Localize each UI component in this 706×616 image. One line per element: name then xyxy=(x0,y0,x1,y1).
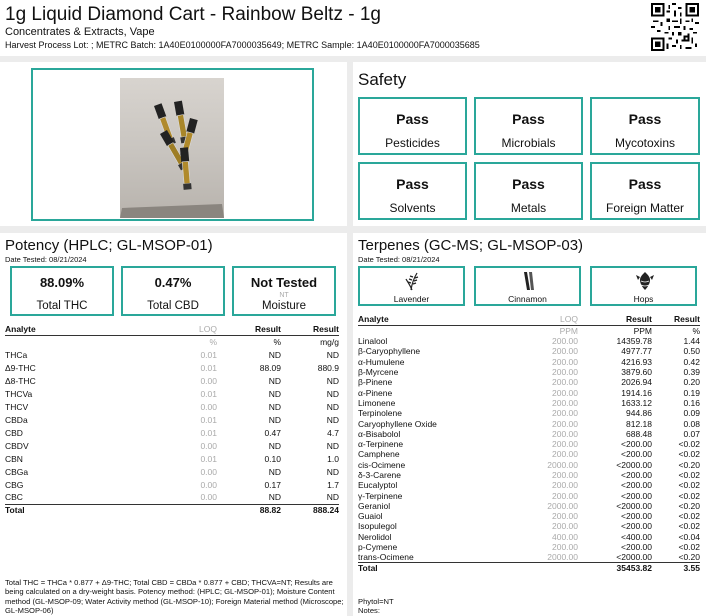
result-cell: ND xyxy=(326,466,339,477)
unit-cell xyxy=(358,325,486,336)
loq-cell: 0.01 xyxy=(200,388,217,399)
safety-label: Solvents xyxy=(389,201,436,215)
unit-cell: % xyxy=(692,325,700,336)
result-cell: 0.07 xyxy=(683,428,700,439)
result-cell: 1914.16 xyxy=(621,387,652,398)
result-cell: 14359.78 xyxy=(616,336,652,347)
table-row xyxy=(5,426,339,439)
cinnamon-icon xyxy=(476,271,583,291)
result-cell: <0.04 xyxy=(678,531,700,542)
table-row xyxy=(358,532,700,542)
result-cell: 0.19 xyxy=(683,387,700,398)
result-cell: <200.00 xyxy=(621,542,652,553)
result-cell: ND xyxy=(268,401,281,412)
result-cell: <0.02 xyxy=(678,521,700,532)
product-category: Concentrates & Extracts, Vape xyxy=(5,26,155,38)
result-cell: ND xyxy=(326,414,339,425)
safety-result: Pass xyxy=(628,176,662,192)
analyte-cell: THCVa xyxy=(5,388,33,399)
result-cell: 4.7 xyxy=(327,427,339,438)
safety-result: Pass xyxy=(512,176,545,192)
result-cell: <0.02 xyxy=(678,470,700,480)
column-header: Analyte xyxy=(5,324,155,335)
loq-cell: 2000.00 xyxy=(547,500,578,511)
loq-cell: 0.00 xyxy=(200,375,217,386)
table-row xyxy=(358,521,700,531)
terpene-label: Cinnamon xyxy=(508,294,547,304)
total-label: Total xyxy=(5,504,155,516)
analyte-cell: CBDa xyxy=(5,414,28,425)
unit-cell: % xyxy=(273,336,281,347)
loq-cell: 0.01 xyxy=(200,414,217,425)
report-header xyxy=(0,0,706,56)
result-cell: 0.08 xyxy=(683,418,700,429)
analyte-cell: Terpinolene xyxy=(358,408,402,419)
table-row xyxy=(5,374,339,387)
terpenes-title: Terpenes (GC-MS; GL-MSOP-03) xyxy=(358,237,584,254)
moisture-nt-note: NT xyxy=(279,292,289,299)
analyte-cell: Camphene xyxy=(358,449,400,460)
total-cbd-value: 0.47% xyxy=(154,275,192,290)
analyte-cell: CBN xyxy=(5,453,23,464)
loq-cell: 200.00 xyxy=(552,542,578,553)
column-header: Result xyxy=(281,324,339,335)
analyte-cell: Nerolidol xyxy=(358,531,392,542)
result-cell: <200.00 xyxy=(621,511,652,522)
safety-tile-solvents xyxy=(358,162,467,220)
safety-result: Pass xyxy=(396,111,429,127)
loq-cell: 0.00 xyxy=(200,479,217,490)
analyte-cell: cis-Ocimene xyxy=(358,459,406,470)
result-cell: 944.86 xyxy=(626,408,652,419)
analyte-cell: Limonene xyxy=(358,397,396,408)
loq-cell: 200.00 xyxy=(552,377,578,388)
analyte-cell: γ-Terpinene xyxy=(358,490,403,501)
total-mg: 888.24 xyxy=(281,504,339,516)
result-cell: 0.50 xyxy=(683,346,700,357)
safety-result: Pass xyxy=(512,111,545,127)
loq-cell: 0.01 xyxy=(200,349,217,360)
table-row xyxy=(358,470,700,480)
table-row xyxy=(358,449,700,459)
analyte-cell: Geraniol xyxy=(358,500,391,511)
potency-footnote: Total THC = THCa * 0.877 + Δ9-THC; Total CBD = CBDa * 0.877 + CBD; THCVA=NT; Results are being calculated on a dry-weight basis. Potency method: (HPLC; GL-MSOP-01); Moisture Content method (GL-MSOP-09; Water Activity method (GL-MSOP-10); Foreign Material method (Microscope; GL-MSOP-06) xyxy=(5,578,344,615)
loq-cell: 200.00 xyxy=(552,439,578,450)
result-cell: <2000.00 xyxy=(616,500,652,511)
loq-cell: 0.00 xyxy=(200,401,217,412)
analyte-cell: Guaiol xyxy=(358,511,383,522)
result-cell: 0.09 xyxy=(683,408,700,419)
result-cell: <0.20 xyxy=(678,500,700,511)
loq-cell: 2000.00 xyxy=(547,459,578,470)
table-row xyxy=(5,387,339,400)
result-cell: <200.00 xyxy=(621,480,652,491)
result-cell: 0.16 xyxy=(683,397,700,408)
total-cbd-tile xyxy=(121,266,225,316)
analyte-cell: α-Pinene xyxy=(358,387,393,398)
potency-table xyxy=(5,324,339,516)
loq-cell: 200.00 xyxy=(552,367,578,378)
table-row xyxy=(358,336,700,346)
result-cell: <0.20 xyxy=(678,552,700,563)
analyte-cell: CBD xyxy=(5,427,23,438)
result-cell: ND xyxy=(268,375,281,386)
result-cell: ND xyxy=(268,466,281,477)
table-row xyxy=(5,439,339,452)
analyte-cell: β-Pinene xyxy=(358,377,393,388)
analyte-cell: trans-Ocimene xyxy=(358,552,414,563)
loq-cell: 0.01 xyxy=(200,453,217,464)
moisture-tile xyxy=(232,266,336,316)
table-row xyxy=(358,387,700,397)
safety-label: Metals xyxy=(510,201,547,215)
result-cell: <0.20 xyxy=(678,459,700,470)
analyte-cell: α-Terpinene xyxy=(358,439,404,450)
table-row xyxy=(358,542,700,552)
result-cell: 1.44 xyxy=(683,336,700,347)
table-row xyxy=(5,491,339,504)
unit-cell: PPM xyxy=(559,325,578,336)
result-cell: 812.18 xyxy=(626,418,652,429)
safety-label: Microbials xyxy=(501,136,556,150)
loq-cell: 200.00 xyxy=(552,397,578,408)
table-row xyxy=(358,511,700,521)
table-row xyxy=(5,413,339,426)
table-row xyxy=(358,377,700,387)
loq-cell: 200.00 xyxy=(552,470,578,480)
table-row xyxy=(358,480,700,490)
analyte-cell: THCV xyxy=(5,401,29,412)
loq-cell: 200.00 xyxy=(552,418,578,429)
loq-cell: 0.01 xyxy=(200,427,217,438)
loq-cell: 200.00 xyxy=(552,336,578,347)
table-row xyxy=(5,478,339,491)
result-cell: ND xyxy=(268,414,281,425)
terpenes-panel xyxy=(353,233,706,616)
terpene-tile-hops xyxy=(590,266,697,306)
safety-title: Safety xyxy=(358,70,407,89)
loq-cell: 0.00 xyxy=(200,492,217,503)
total-thc-label: Total THC xyxy=(36,300,88,312)
loq-cell: 200.00 xyxy=(552,480,578,491)
table-row xyxy=(5,400,339,413)
notes-text: Notes: xyxy=(358,606,380,616)
table-row xyxy=(358,398,700,408)
analyte-cell: δ-3-Carene xyxy=(358,470,401,480)
table-row xyxy=(358,552,700,563)
table-row xyxy=(358,408,700,418)
loq-cell: 200.00 xyxy=(552,356,578,367)
column-header: Result xyxy=(217,324,281,335)
analyte-cell: CBGa xyxy=(5,466,29,477)
product-image-panel xyxy=(0,62,347,226)
loq-cell: 200.00 xyxy=(552,408,578,419)
qr-code-icon[interactable] xyxy=(651,3,699,51)
analyte-cell: β-Caryophyllene xyxy=(358,346,421,357)
column-header: LOQ xyxy=(486,314,578,325)
result-cell: <200.00 xyxy=(621,449,652,460)
result-cell: ND xyxy=(326,401,339,412)
product-title: 1g Liquid Diamond Cart - Rainbow Beltz - 1g xyxy=(5,4,381,25)
result-cell: 688.48 xyxy=(626,428,652,439)
product-photo[interactable] xyxy=(120,78,224,218)
total-percent: 3.55 xyxy=(652,563,700,574)
safety-tile-mycotoxins xyxy=(590,97,700,155)
result-cell: 2026.94 xyxy=(621,377,652,388)
result-cell: 0.17 xyxy=(264,479,281,490)
result-cell: 0.10 xyxy=(264,453,281,464)
loq-cell: 0.00 xyxy=(200,466,217,477)
hops-icon xyxy=(592,271,699,291)
analyte-cell: Δ9-THC xyxy=(5,362,36,373)
terpene-label: Lavender xyxy=(393,294,430,304)
analyte-cell: Δ8-THC xyxy=(5,375,36,386)
result-cell: <200.00 xyxy=(621,490,652,501)
loq-cell: 200.00 xyxy=(552,511,578,522)
analyte-cell: Isopulegol xyxy=(358,521,397,532)
loq-cell: 200.00 xyxy=(552,428,578,439)
safety-panel xyxy=(353,62,706,226)
analyte-cell: CBDV xyxy=(5,440,29,451)
analyte-cell: α-Humulene xyxy=(358,356,405,367)
result-cell: 3879.60 xyxy=(621,367,652,378)
table-row xyxy=(358,439,700,449)
result-cell: ND xyxy=(326,349,339,360)
result-cell: 4216.93 xyxy=(621,356,652,367)
terpene-tile-cinnamon xyxy=(474,266,581,306)
result-cell: <2000.00 xyxy=(616,459,652,470)
result-cell: <0.02 xyxy=(678,490,700,501)
result-cell: ND xyxy=(268,492,281,503)
safety-label: Foreign Matter xyxy=(605,201,685,215)
product-image-frame xyxy=(31,68,314,221)
loq-cell: 200.00 xyxy=(552,521,578,532)
table-row xyxy=(5,452,339,465)
total-percent: 88.82 xyxy=(217,504,281,516)
result-cell: ND xyxy=(268,388,281,399)
unit-cell: % xyxy=(209,336,217,347)
safety-tile-metals xyxy=(474,162,583,220)
safety-result: Pass xyxy=(628,111,662,127)
total-thc-tile xyxy=(10,266,114,316)
analyte-cell: CBC xyxy=(5,492,23,503)
potency-title: Potency (HPLC; GL-MSOP-01) xyxy=(5,237,213,254)
result-cell: ND xyxy=(326,388,339,399)
unit-cell: PPM xyxy=(633,325,652,336)
total-loq xyxy=(155,504,217,516)
terpenes-date: Date Tested: 08/21/2024 xyxy=(358,255,440,264)
result-cell: <200.00 xyxy=(621,470,652,480)
result-cell: ND xyxy=(268,349,281,360)
loq-cell: 200.00 xyxy=(552,449,578,460)
unit-cell: mg/g xyxy=(320,336,339,347)
total-thc-value: 88.09% xyxy=(39,275,85,290)
result-cell: 0.42 xyxy=(683,356,700,367)
result-cell: <200.00 xyxy=(621,521,652,532)
result-cell: <200.00 xyxy=(621,439,652,450)
result-cell: 1633.12 xyxy=(621,397,652,408)
result-cell: <0.02 xyxy=(678,439,700,450)
result-cell: <0.02 xyxy=(678,480,700,491)
potency-panel xyxy=(0,233,347,616)
table-row xyxy=(358,460,700,470)
metrc-info: Harvest Process Lot: ; METRC Batch: 1A40E0100000FA7000035649; METRC Sample: 1A40E0100000FA7000035685 xyxy=(5,40,480,50)
table-row xyxy=(358,490,700,500)
moisture-value: Not Tested xyxy=(250,275,318,290)
analyte-cell: Caryophyllene Oxide xyxy=(358,418,437,429)
analyte-cell: Eucalyptol xyxy=(358,480,398,491)
table-row xyxy=(358,429,700,439)
lavender-icon xyxy=(360,271,467,291)
loq-cell: 200.00 xyxy=(552,346,578,357)
result-cell: 880.9 xyxy=(317,362,339,373)
loq-cell: 200.00 xyxy=(552,490,578,501)
result-cell: 88.09 xyxy=(259,362,281,373)
total-loq xyxy=(486,563,578,574)
column-header: Result xyxy=(578,314,652,325)
result-cell: 0.47 xyxy=(264,427,281,438)
unit-cell xyxy=(5,335,155,348)
result-cell: 0.20 xyxy=(683,377,700,388)
table-row xyxy=(358,346,700,356)
table-row xyxy=(358,367,700,377)
phytol-note xyxy=(358,597,394,616)
potency-date: Date Tested: 08/21/2024 xyxy=(5,255,87,264)
safety-label: Mycotoxins xyxy=(614,136,676,150)
table-row xyxy=(5,361,339,374)
result-cell: 1.7 xyxy=(327,479,339,490)
result-cell: ND xyxy=(326,492,339,503)
result-cell: ND xyxy=(326,440,339,451)
terpene-tile-lavender xyxy=(358,266,465,306)
safety-tile-microbials xyxy=(474,97,583,155)
analyte-cell: THCa xyxy=(5,349,28,360)
analyte-cell: β-Myrcene xyxy=(358,367,399,378)
analyte-cell: p-Cymene xyxy=(358,542,398,553)
result-cell: ND xyxy=(326,375,339,386)
table-row xyxy=(358,357,700,367)
loq-cell: 2000.00 xyxy=(547,552,578,563)
total-cbd-label: Total CBD xyxy=(147,300,199,312)
column-header: Result xyxy=(652,314,700,325)
terpenes-table xyxy=(358,314,700,574)
result-cell: <2000.00 xyxy=(616,552,652,563)
loq-cell: 400.00 xyxy=(552,531,578,542)
result-cell: 1.0 xyxy=(327,453,339,464)
safety-tile-pesticides xyxy=(358,97,467,155)
table-row xyxy=(358,501,700,511)
table-row xyxy=(5,348,339,361)
analyte-cell: CBG xyxy=(5,479,24,490)
result-cell: ND xyxy=(268,440,281,451)
loq-cell: 0.01 xyxy=(200,362,217,373)
table-row xyxy=(5,465,339,478)
moisture-label: Moisture xyxy=(261,300,307,312)
analyte-cell: α-Bisabolol xyxy=(358,428,401,439)
phytol-text: Phytol=NT xyxy=(358,597,394,606)
result-cell: <0.02 xyxy=(678,449,700,460)
terpene-label: Hops xyxy=(633,294,654,304)
safety-tile-foreign-matter xyxy=(590,162,700,220)
column-header: Analyte xyxy=(358,314,486,325)
total-ppm: 35453.82 xyxy=(578,563,652,574)
total-label: Total xyxy=(358,563,486,574)
result-cell: <0.02 xyxy=(678,511,700,522)
loq-cell: 0.00 xyxy=(200,440,217,451)
loq-cell: 200.00 xyxy=(552,387,578,398)
result-cell: <0.02 xyxy=(678,542,700,553)
result-cell: <400.00 xyxy=(621,531,652,542)
result-cell: 0.39 xyxy=(683,367,700,378)
safety-result: Pass xyxy=(396,176,429,192)
result-cell: 4977.77 xyxy=(621,346,652,357)
column-header: LOQ xyxy=(155,324,217,335)
analyte-cell: Linalool xyxy=(358,336,388,347)
safety-label: Pesticides xyxy=(385,136,440,150)
table-row xyxy=(358,418,700,428)
